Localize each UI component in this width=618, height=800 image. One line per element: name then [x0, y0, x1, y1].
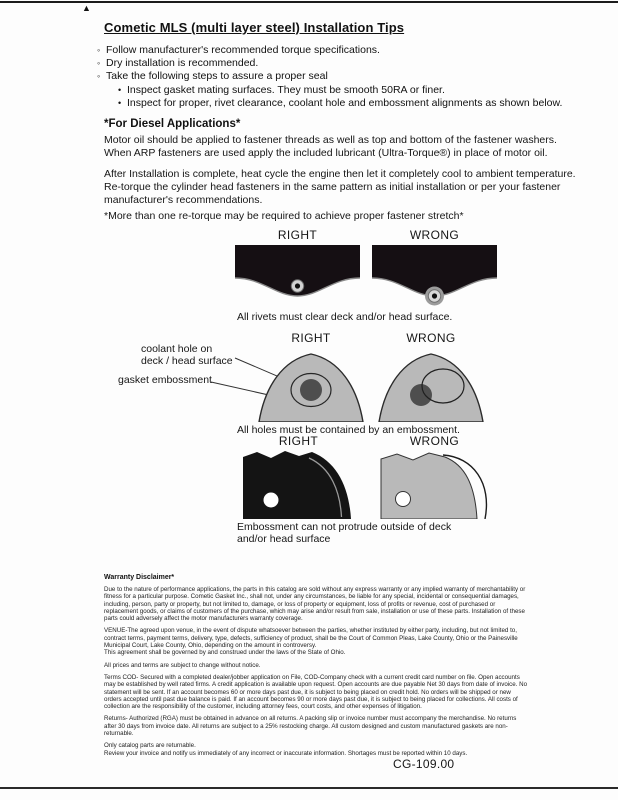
warranty-paragraph: Only catalog parts are returnable.	[104, 742, 196, 750]
deck-shape	[379, 354, 483, 422]
bullet-icon: •	[118, 84, 122, 95]
warranty-paragraph: Returns- Authorized (RGA) must be obtained in advance on all returns. A packing slip or invoice number must accompany the merchandise. No returns after 30 days from invoice date. All returns are subject to a 25% restocking charge. All custom designed and custom manufactured gaskets are non-returnable.	[104, 715, 517, 738]
wrong-label-row1: WRONG	[409, 228, 460, 242]
row3-caption: Embossment can not protrude outside of deck and/or head surface	[237, 521, 452, 545]
right-label-row1: RIGHT	[277, 228, 318, 242]
right-label-row3: RIGHT	[278, 434, 319, 448]
right-label-row2: RIGHT	[291, 331, 331, 345]
rivet-center	[432, 293, 437, 298]
installation-tips-list	[97, 44, 589, 110]
embossment-right-figure	[237, 449, 360, 519]
bullet-icon: •	[118, 97, 122, 108]
warranty-paragraph: Terms COD- Secured with a completed dealer/jobber application on File, COD-Company check with a current credit card number on file. Open accounts may be established by well rated firms. A credit application is available upon request. Open accounts are due payable Net 30 days from date of invoice. No statement will be sent. If an account becomes 60 or more days past due, it is subject to being placed on credit hold. No orders will be shipped or new orders accepted until past due balance is paid. If an account becomes 90 or more days past due, it is subject to being placed for collections. All costs of collection are the responsibility of the customer, including attorney fees, court costs, and other expenses of litigation.	[104, 673, 528, 711]
bullet-icon: ◦	[97, 71, 101, 82]
tip-text: Follow manufacturer's recommended torque specifications.	[106, 44, 380, 56]
rivet-right-figure	[235, 245, 360, 309]
tip-text: Inspect gasket mating surfaces. They must be smooth 50RA or finer.	[127, 83, 445, 96]
list-item	[118, 97, 589, 110]
coolant-hole-annotation: coolant hole on deck / head surface	[141, 343, 233, 367]
coolant-hole-wrong-figure	[375, 346, 487, 422]
list-item	[118, 84, 589, 97]
registration-triangle-icon: ▲	[82, 3, 91, 13]
diesel-paragraph-2: After Installation is complete, heat cycle the engine then let it completely cool to ambient temperature. Re-torque the cylinder head fasteners in the same pattern as initial installation or per your fastener manufacturer's recommendations.	[104, 168, 576, 207]
warranty-paragraph: All prices and terms are subject to change without notice.	[104, 661, 261, 669]
top-border-line	[0, 1, 618, 3]
rivet-wrong-figure	[372, 245, 497, 309]
row2-caption: All holes must be contained by an embossment.	[237, 424, 460, 436]
warranty-paragraph: Due to the nature of performance applications, the parts in this catalog are sold without any express warranty or any implied warranty of merchantability or fitness for a particular purpose. Cometic Gasket Inc., shall not, under any circumstances, be liable for any special, incidental or consequential damages, including, person, party or property, but not limited to, damage, or loss of property or equipment, loss of profits or revenue, cost of purchased or replacement goods, or claims of customers of the purchase, which may arise and/or result from sale, installation or use of these parts. Installation of these parts could adversely affect the motor manufacturers warranty coverage.	[104, 586, 526, 623]
tip-text: Inspect for proper, rivet clearance, coolant hole and embossment alignments as shown below.	[127, 96, 563, 109]
tip-text: Take the following steps to assure a proper seal	[106, 70, 328, 83]
bullet-icon: ◦	[97, 58, 101, 69]
tip-text: Dry installation is recommended.	[106, 57, 259, 70]
warranty-paragraph: Review your invoice and notify us immediately of any incorrect or inaccurate information. Shortages must be reported within 10 days.	[104, 749, 468, 757]
warranty-disclaimer-section	[104, 574, 528, 762]
warranty-paragraph: This agreement shall be governed by and construed under the laws of the State of Ohio.	[104, 649, 346, 657]
bolt-hole	[396, 492, 411, 507]
wrong-label-row2: WRONG	[406, 331, 456, 345]
bottom-border-line	[0, 787, 618, 789]
list-item	[97, 70, 589, 83]
bolt-hole	[264, 493, 279, 508]
deck-shape	[381, 453, 477, 519]
catalog-page-code: CG-109.00	[393, 757, 455, 771]
coolant-hole-right-figure	[255, 346, 367, 422]
warranty-heading: Warranty Disclaimer*	[104, 574, 175, 581]
coolant-hole	[410, 384, 432, 406]
bullet-icon: ◦	[97, 45, 101, 55]
wrong-label-row3: WRONG	[409, 434, 460, 448]
list-item	[97, 44, 589, 57]
warranty-paragraph: VENUE-The agreed upon venue, in the event of dispute whatsoever between the parties, whether instituted by either party, including, but not limited to, contract terms, payment terms, delivery, type, defects, sufficiency of product, shall be the Court of Common Pleas, Lake County, Ohio or the Painesville Municipal Court, Lake County, Ohio, depending on the amount in controversy.	[104, 627, 518, 650]
row1-caption: All rivets must clear deck and/or head surface.	[237, 311, 453, 323]
coolant-hole	[300, 379, 322, 401]
gasket-embossment-annotation: gasket embossment	[118, 374, 212, 386]
retorque-note: *More than one re-torque may be required to achieve proper fastener stretch*	[104, 210, 464, 222]
list-item	[97, 57, 589, 70]
diesel-applications-heading: *For Diesel Applications*	[104, 118, 241, 130]
rivet-center	[295, 283, 300, 288]
diesel-paragraph-1: Motor oil should be applied to fastener threads as well as top and bottom of the fastener washers. When ARP fasteners are used apply the included lubricant (Ultra-Torque®) in place of motor oil.	[104, 134, 557, 160]
embossment-wrong-figure	[373, 449, 496, 519]
page-title: Cometic MLS (multi layer steel) Installation Tips	[104, 20, 405, 35]
